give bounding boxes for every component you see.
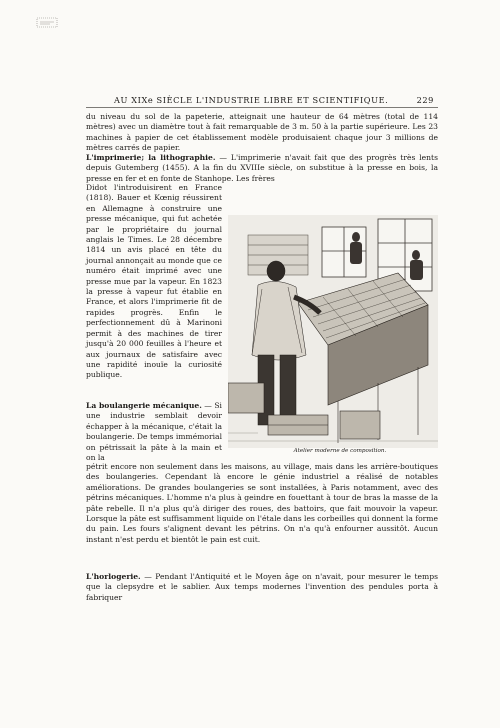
heading-imprimerie: L'imprimerie; la lithographie. bbox=[86, 153, 216, 162]
imprimerie-column-text: Didot l'introduisirent en France (1818). Bauer et Kœnig réussirent en Allemagne à construire une presse mécanique, qui fut achetée par le propriétaire du journal anglais le Times. Le 28 décembre 1814 un avis placé en tête du journal annonçait au monde que ce numéro était imprimé avec une presse mue par la vapeur. En 1823 la presse à vapeur fut établie en France, et alors l'imprimerie fit de rapides progrès. Enfin le perfectionnement dû à Marinoni permit à des machines de tirer jusqu'à 20 000 feuilles à l'heure et aux journaux de satisfaire avec une rapidité inouïe la curiosité publique. bbox=[86, 183, 222, 380]
running-head-title: AU XIXe SIÈCLE L'INDUSTRIE LIBRE ET SCIENTIFIQUE. bbox=[114, 95, 389, 105]
boulangerie-text-1: — Si une industrie semblait devoir échapper à la mécanique, c'était la boulangerie. De temps immémorial on pétrissait la pâte à la main et on la bbox=[86, 401, 222, 463]
running-head bbox=[114, 95, 434, 105]
paragraph-papeterie: du niveau du sol de la papeterie, atteignait une hauteur de 64 mètres (total de 114 mètres) avec un diamètre tout à fait remarquable de 3 m. 50 à la partie supérieure. Les 23 machines à papier de cet établissement modèle produisaient chaque jour 3 millions de mètres carrés de papier. bbox=[86, 112, 438, 153]
figure-caption: Atelier moderne de composition. bbox=[293, 448, 387, 454]
header-rule bbox=[86, 107, 438, 108]
paragraph-horlogerie bbox=[86, 572, 438, 603]
library-stamp bbox=[36, 16, 60, 32]
heading-horlogerie: L'horlogerie. bbox=[86, 572, 141, 581]
composing-room-illustration bbox=[228, 215, 438, 448]
boulangerie-full-text: pétrit encore non seulement dans les maisons, au village, mais dans les arrière-boutiques des boulangeries. Cependant là encore le génie industriel a réalisé de notables améliorations. De grandes boulangeries se sont installées, à Paris notamment, avec des pétrins mécaniques. L'homme n'a plus à geindre en fouettant à tour de bras la masse de la pâte rebelle. Il n'a plus qu'à diriger des roues, des battoirs, que fait mouvoir la vapeur. Lorsque la pâte est suffisamment liquide on l'étale dans les corbeilles qui donnent la forme du pain. Les fours s'alignent devant les pétrins. On n'a qu'à enfourner aussitôt. Aucun instant n'est perdu et bientôt le pain est cuit. bbox=[86, 462, 438, 544]
paragraph-boulangerie bbox=[86, 401, 222, 463]
heading-boulangerie: La boulangerie mécanique. bbox=[86, 401, 202, 410]
paragraph-imprimerie bbox=[86, 153, 438, 184]
page-number: 229 bbox=[416, 95, 434, 105]
horlogerie-text: — Pendant l'Antiquité et le Moyen âge on n'avait, pour mesurer le temps que la clepsydre et le sablier. Aux temps modernes l'invention des pendules porta à fabriquer bbox=[86, 572, 438, 602]
imprimerie-text-1: — L'imprimerie n'avait fait que des progrès très lents depuis Gutemberg (1455). A la fin du XVIIIe siècle, on substitue à la presse en bois, la presse en fer et en fonte de Stanhope. Les frères bbox=[86, 153, 438, 183]
